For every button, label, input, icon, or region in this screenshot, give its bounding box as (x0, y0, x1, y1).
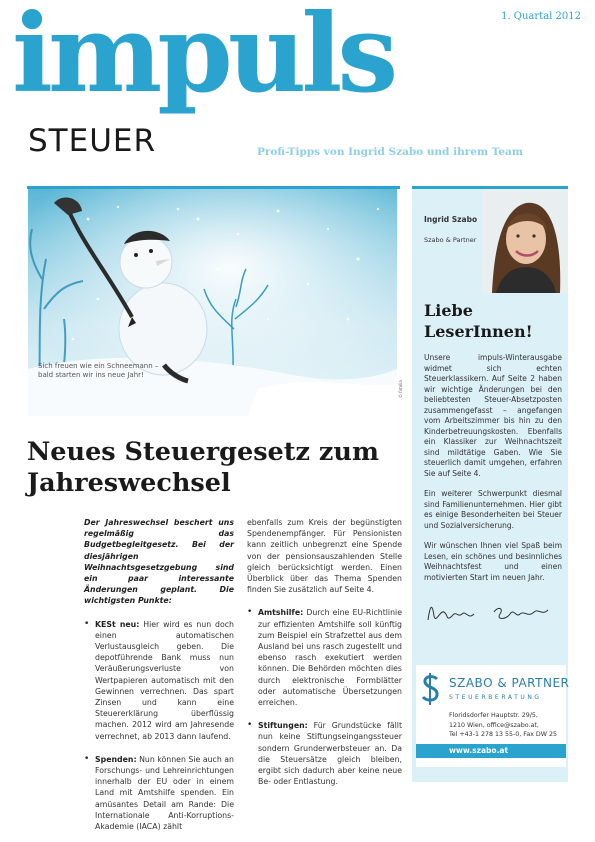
author-name: Ingrid Szabo (424, 215, 478, 224)
list-item (247, 607, 402, 708)
hero-image (28, 189, 397, 416)
letter-paragraph: Unsere impuls-Winterausgabe widmet sich echten Steuerklassikern. Auf Seite 2 haben wir wichtige Änderungen bei den beliebtesten Steuer-Absetzposten zusammengefasst – angefangen vom Arbeitszimmer bis hin zu den Kinderbetreuungskosten. Ebenfalls ein Klassiker zur Weihnachtszeit sind mildtätige Gaben. Wie Sie steuerlich damit umgehen, erfahren Sie auf Seite 4. (424, 353, 562, 478)
item-text: Hier wird es nun doch einen automatischen Verlustausgleich geben. Die depotführende Bank muss nun Veräußerungsverluste von Wertpapieren automatisch mit den Gewinnen verrechnen. Das spart Zinsen und kann eine Steuererklärung überflüssig machen. 2012 wird am Jahresende verrechnet, ab 2013 dann laufend. (95, 619, 234, 741)
article-continuation: ebenfalls zum Kreis der begünstigten Spendenempfänger. Für Pensionisten kann zeitlich unbegrenzt eine Spende von der pensionsauszahlenden Stelle gleich berücksichtigt werden. Einen Überblick über das Thema Spenden finden Sie zusätzlich auf Seite 4. (247, 518, 402, 595)
tagline: Profi-Tipps von Ingrid Szabo und ihrem Team (257, 146, 523, 158)
phone-line: Tel +43-1 278 13 55-0, Fax DW 25 (449, 731, 558, 739)
item-term: Stiftungen: (258, 721, 308, 731)
hero-caption: Sich freuen wie ein Schneemann – bald starten wir ins neue Jahr! (38, 362, 159, 380)
photo-credit: © fotolia (398, 380, 403, 398)
address-line: Floridsdorfer Hauptstr. 29/5, (449, 712, 538, 719)
list-item (84, 754, 234, 832)
company-name: SZABO & PARTNER (449, 676, 570, 690)
letter-paragraph: Wir wünschen Ihnen viel Spaß beim Lesen, ein schönes und besinnliches Weihnachtsfest und einen motivierten Start im neuen Jahr. (424, 541, 562, 582)
item-text: Nun können Sie auch an Forschungs- und Lehreinrichtungen innerhalb der EU oder in einem Land mit Amtshilfe spenden. Ein amüsantes Detail am Rande: Die Internationale Anti-Korruptions-Akademie (IACA) zählt (95, 754, 234, 832)
item-text: Durch eine EU-Richtlinie zur effizienten Amtshilfe soll künftig zum Beispiel ein Strafzettel aus dem Ausland bei uns rasch zugestellt und ebenso rasch exekutiert werden können. Die Behörden möchten dies durch elektronische Formblätter oder automatische Übersetzungen erreichen. (258, 608, 402, 708)
issue-date: 1. Quartal 2012 (501, 11, 581, 22)
signature (424, 598, 564, 626)
article-intro: Der Jahreswechsel beschert uns regelmäßig das Budgetbegleitgesetz. Bei der diesjährigen Weihnachtsgesetzgebung sind ein paar interessante Änderungen geplant. Die wichtigsten Punkte: (84, 518, 234, 606)
szabo-logo-icon (420, 672, 442, 706)
masthead-title: impuls (12, 0, 394, 117)
company-subtitle: STEUERBERATUNG (449, 694, 542, 701)
masthead-subtitle: STEUER (28, 123, 157, 159)
list-item (84, 619, 234, 742)
author-portrait (482, 189, 568, 293)
item-term: Amtshilfe: (258, 608, 304, 618)
greeting-heading: Liebe LeserInnen! (424, 301, 533, 341)
editorial-letter (424, 353, 562, 593)
company-address (449, 711, 565, 740)
item-term: KESt neu: (95, 619, 140, 629)
article-column-2 (247, 517, 402, 799)
item-term: Spenden: (95, 754, 137, 764)
address-line: 1210 Wien, office@szabo.at, (449, 721, 539, 729)
article-column-1 (84, 517, 234, 842)
item-text: Für Grundstücke fällt nun keine Stiftungseingangssteuer sondern Grunderwerbsteuer an. Da die Steuersätze gleich bleiben, ergibt sich dadurch aber keine neue Be- oder Entlastung. (258, 721, 402, 787)
list-item (247, 720, 402, 787)
letter-paragraph: Ein weiterer Schwerpunkt diesmal sind Familienunternehmen. Hier gibt es einige Besonderheiten bei Steuer und Sozialversicherung. (424, 489, 562, 530)
snowman-illustration (28, 189, 397, 416)
website-link[interactable]: www.szabo.at (449, 746, 509, 755)
article-headline: Neues Steuergesetz zum Jahreswechsel (27, 437, 379, 498)
author-firm: Szabo & Partner (424, 236, 477, 244)
